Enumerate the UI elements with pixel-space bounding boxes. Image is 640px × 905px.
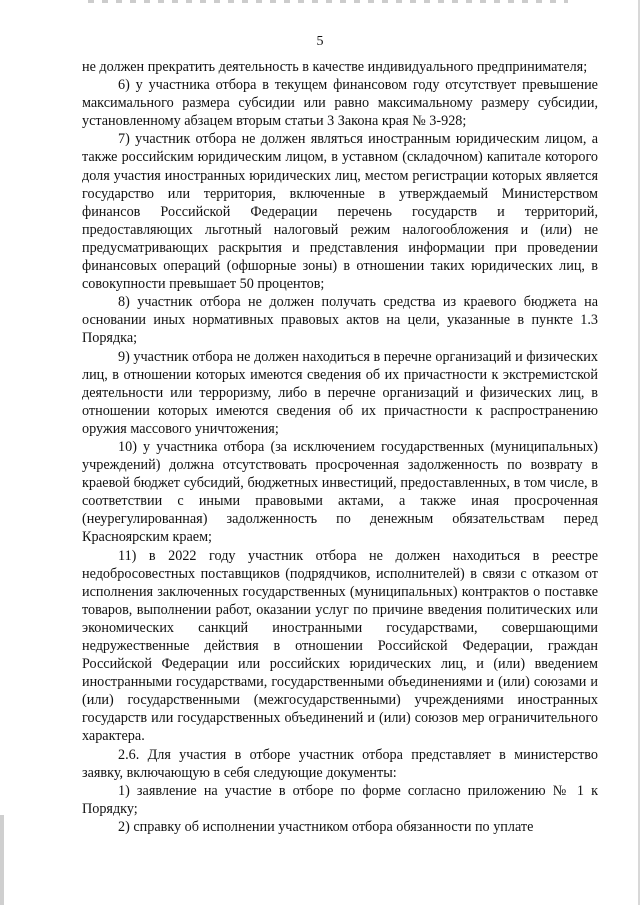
page-number: 5 xyxy=(316,34,324,49)
paragraph: 7) участник отбора не должен являться иностранным юридическим лицом, а также российским юридическим лицом, в уставном (складочном) капитале которого доля участия иностранных юридических лиц, местом регистрации которых является государство или территория, включенные в утверждаемый Министерством финансов Российской Федерации перечень государств и территорий, предоставляющих льготный налоговый режим налогообложения и (или) не предусматривающих раскрытия и представления информации при проведении финансовых операций (офшорные зоны) в отношении таких юридических лиц, в совокупности превышает 50 процентов; xyxy=(82,131,598,293)
paragraph: 2.6. Для участия в отборе участник отбора представляет в министерство заявку, включающую в себя следующие документы: xyxy=(82,746,598,781)
paragraph: 8) участник отбора не должен получать средства из краевого бюджета на основании иных нормативных правовых актов на цели, указанные в пункте 1.3 Порядка; xyxy=(82,294,598,347)
scan-edge-bottom-left xyxy=(0,815,4,905)
paragraph: 11) в 2022 году участник отбора не должен находиться в реестре недобросовестных поставщиков (подрядчиков, исполнителей) в связи с отказом от исполнения заключенных государственных (муниципальных) контрактов о поставке товаров, выполнении работ, оказании услуг по причине введения политических или экономических санкций иностранными государствами, совершающими недружественные действия в отношении Российской Федерации, граждан Российской Федерации или российских юридических лиц, и (или) введением иностранными государствами, государственными объединениями и (или) союзами и (или) государственными (межгосударственными) учреждениями иностранных государств или государственных объединений и (или) союзов мер ограничительного характера. xyxy=(82,547,598,745)
paragraph: 10) у участника отбора (за исключением государственных (муниципальных) учреждений) должна отсутствовать просроченная задолженность по возврату в краевой бюджет субсидий, бюджетных инвестиций, предоставленных, в том числе, в соответствии с иными правовыми актами, а также иная просроченная (неурегулированная) задолженность по денежным обязательствам перед Красноярским краем; xyxy=(82,438,598,546)
body-text xyxy=(82,58,598,836)
paragraph: не должен прекратить деятельность в качестве индивидуального предпринимателя; xyxy=(82,59,588,75)
paragraph: 6) у участника отбора в текущем финансовом году отсутствует превышение максимального размера субсидии или равно максимальному размеру субсидии, установленному абзацем вторым статьи 3 Закона края № 3-928; xyxy=(82,77,598,130)
paragraph: 9) участник отбора не должен находиться в перечне организаций и физических лиц, в отношении которых имеются сведения об их причастности к экстремистской деятельности или терроризму, либо в перечне организаций и физических лиц, в отношении которых имеются сведения об их причастности к распространению оружия массового уничтожения; xyxy=(82,348,598,437)
paragraph: 2) справку об исполнении участником отбора обязанности по уплате xyxy=(118,818,534,835)
scan-edge-marks xyxy=(88,0,568,3)
paragraph: 1) заявление на участие в отборе по форме согласно приложению № 1 к Порядку; xyxy=(82,782,598,817)
